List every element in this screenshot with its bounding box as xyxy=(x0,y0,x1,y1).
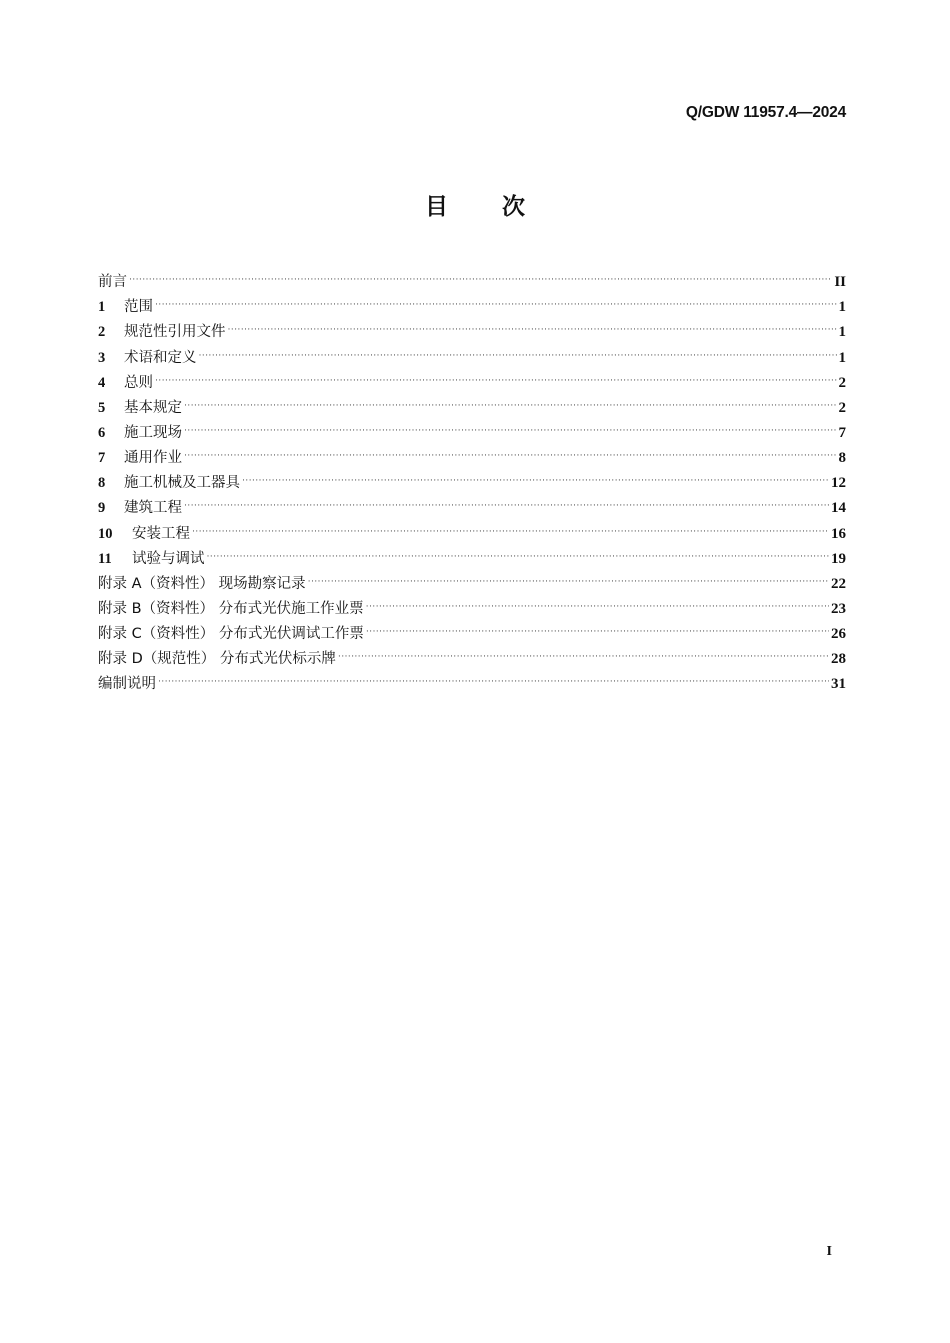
leader-dots xyxy=(242,472,829,489)
toc-page: 8 xyxy=(838,450,846,467)
toc-page: 2 xyxy=(838,374,846,391)
toc-entry-appendix-b[interactable] xyxy=(98,593,846,618)
toc-label: 施工机械及工器具 xyxy=(124,475,240,492)
toc-num: 8 xyxy=(98,475,106,492)
toc-entry-foreword[interactable] xyxy=(98,266,846,291)
toc-page: 16 xyxy=(831,525,846,542)
toc-num: 10 xyxy=(98,525,113,542)
toc-label: 规范性引用文件 xyxy=(124,324,226,341)
title-char-1: 目 xyxy=(424,194,448,220)
toc-num: 4 xyxy=(98,374,106,391)
toc-entry-9[interactable] xyxy=(98,492,846,517)
leader-dots xyxy=(184,447,837,464)
toc-num: 6 xyxy=(98,424,106,441)
toc-label: 编制说明 xyxy=(98,676,156,693)
leader-dots xyxy=(199,347,837,364)
toc-entry-4[interactable] xyxy=(98,367,846,392)
toc-label: 建筑工程 xyxy=(124,500,182,517)
toc-label: 总则 xyxy=(124,374,153,391)
toc-entry-appendix-d[interactable] xyxy=(98,643,846,668)
leader-dots xyxy=(184,422,837,439)
toc-page: 22 xyxy=(831,575,846,592)
toc-label: 基本规定 xyxy=(124,399,182,416)
leader-dots xyxy=(184,497,829,514)
toc-page: 26 xyxy=(831,626,846,643)
toc-label: 施工现场 xyxy=(124,424,182,441)
leader-dots xyxy=(158,673,829,690)
page-number: I xyxy=(826,1244,832,1259)
toc-label: 术语和定义 xyxy=(124,349,197,366)
toc-entry-explanation[interactable] xyxy=(98,668,846,693)
toc-page: 31 xyxy=(831,676,846,693)
table-of-contents xyxy=(98,266,846,693)
toc-page: II xyxy=(834,274,846,291)
leader-dots xyxy=(228,321,837,338)
leader-dots xyxy=(192,523,829,540)
leader-dots xyxy=(155,296,837,313)
toc-entry-appendix-a[interactable] xyxy=(98,568,846,593)
toc-entry-10[interactable] xyxy=(98,517,846,542)
standard-number: Q/GDW 11957.4—2024 xyxy=(685,104,846,121)
toc-entry-2[interactable] xyxy=(98,316,846,341)
toc-entry-11[interactable] xyxy=(98,543,846,568)
toc-entry-6[interactable] xyxy=(98,417,846,442)
page-title xyxy=(0,188,950,221)
toc-num: 3 xyxy=(98,349,106,366)
leader-dots xyxy=(129,271,832,288)
toc-entry-appendix-c[interactable] xyxy=(98,618,846,643)
toc-label: 附录 B（资料性） 分布式光伏施工作业票 xyxy=(98,600,364,617)
leader-dots xyxy=(338,648,829,665)
toc-label: 附录 A（资料性） 现场勘察记录 xyxy=(98,575,306,592)
toc-num: 1 xyxy=(98,299,106,316)
toc-label: 通用作业 xyxy=(124,450,182,467)
toc-label: 前言 xyxy=(98,274,127,291)
toc-page: 7 xyxy=(838,424,846,441)
leader-dots xyxy=(155,372,837,389)
toc-num: 2 xyxy=(98,324,106,341)
toc-page: 23 xyxy=(831,600,846,617)
leader-dots xyxy=(184,397,837,414)
leader-dots xyxy=(366,623,829,640)
toc-num: 5 xyxy=(98,399,106,416)
toc-label: 附录 D（规范性） 分布式光伏标示牌 xyxy=(98,651,336,668)
toc-num: 7 xyxy=(98,450,106,467)
toc-label: 范围 xyxy=(124,299,153,316)
leader-dots xyxy=(207,548,830,565)
toc-entry-5[interactable] xyxy=(98,392,846,417)
title-char-2: 次 xyxy=(502,194,525,220)
leader-dots xyxy=(366,598,829,615)
toc-page: 1 xyxy=(838,349,846,366)
toc-entry-8[interactable] xyxy=(98,467,846,492)
toc-page: 19 xyxy=(831,550,846,567)
toc-num: 11 xyxy=(98,550,112,567)
toc-page: 28 xyxy=(831,651,846,668)
toc-page: 2 xyxy=(838,399,846,416)
toc-label: 安装工程 xyxy=(132,525,190,542)
toc-entry-7[interactable] xyxy=(98,442,846,467)
toc-page: 14 xyxy=(831,500,846,517)
toc-page: 1 xyxy=(838,299,846,316)
toc-entry-3[interactable] xyxy=(98,341,846,366)
toc-label: 附录 C（资料性） 分布式光伏调试工作票 xyxy=(98,626,364,643)
toc-label: 试验与调试 xyxy=(132,550,205,567)
toc-page: 12 xyxy=(831,475,846,492)
toc-page: 1 xyxy=(838,324,846,341)
toc-num: 9 xyxy=(98,500,106,517)
leader-dots xyxy=(308,573,829,590)
toc-entry-1[interactable] xyxy=(98,291,846,316)
